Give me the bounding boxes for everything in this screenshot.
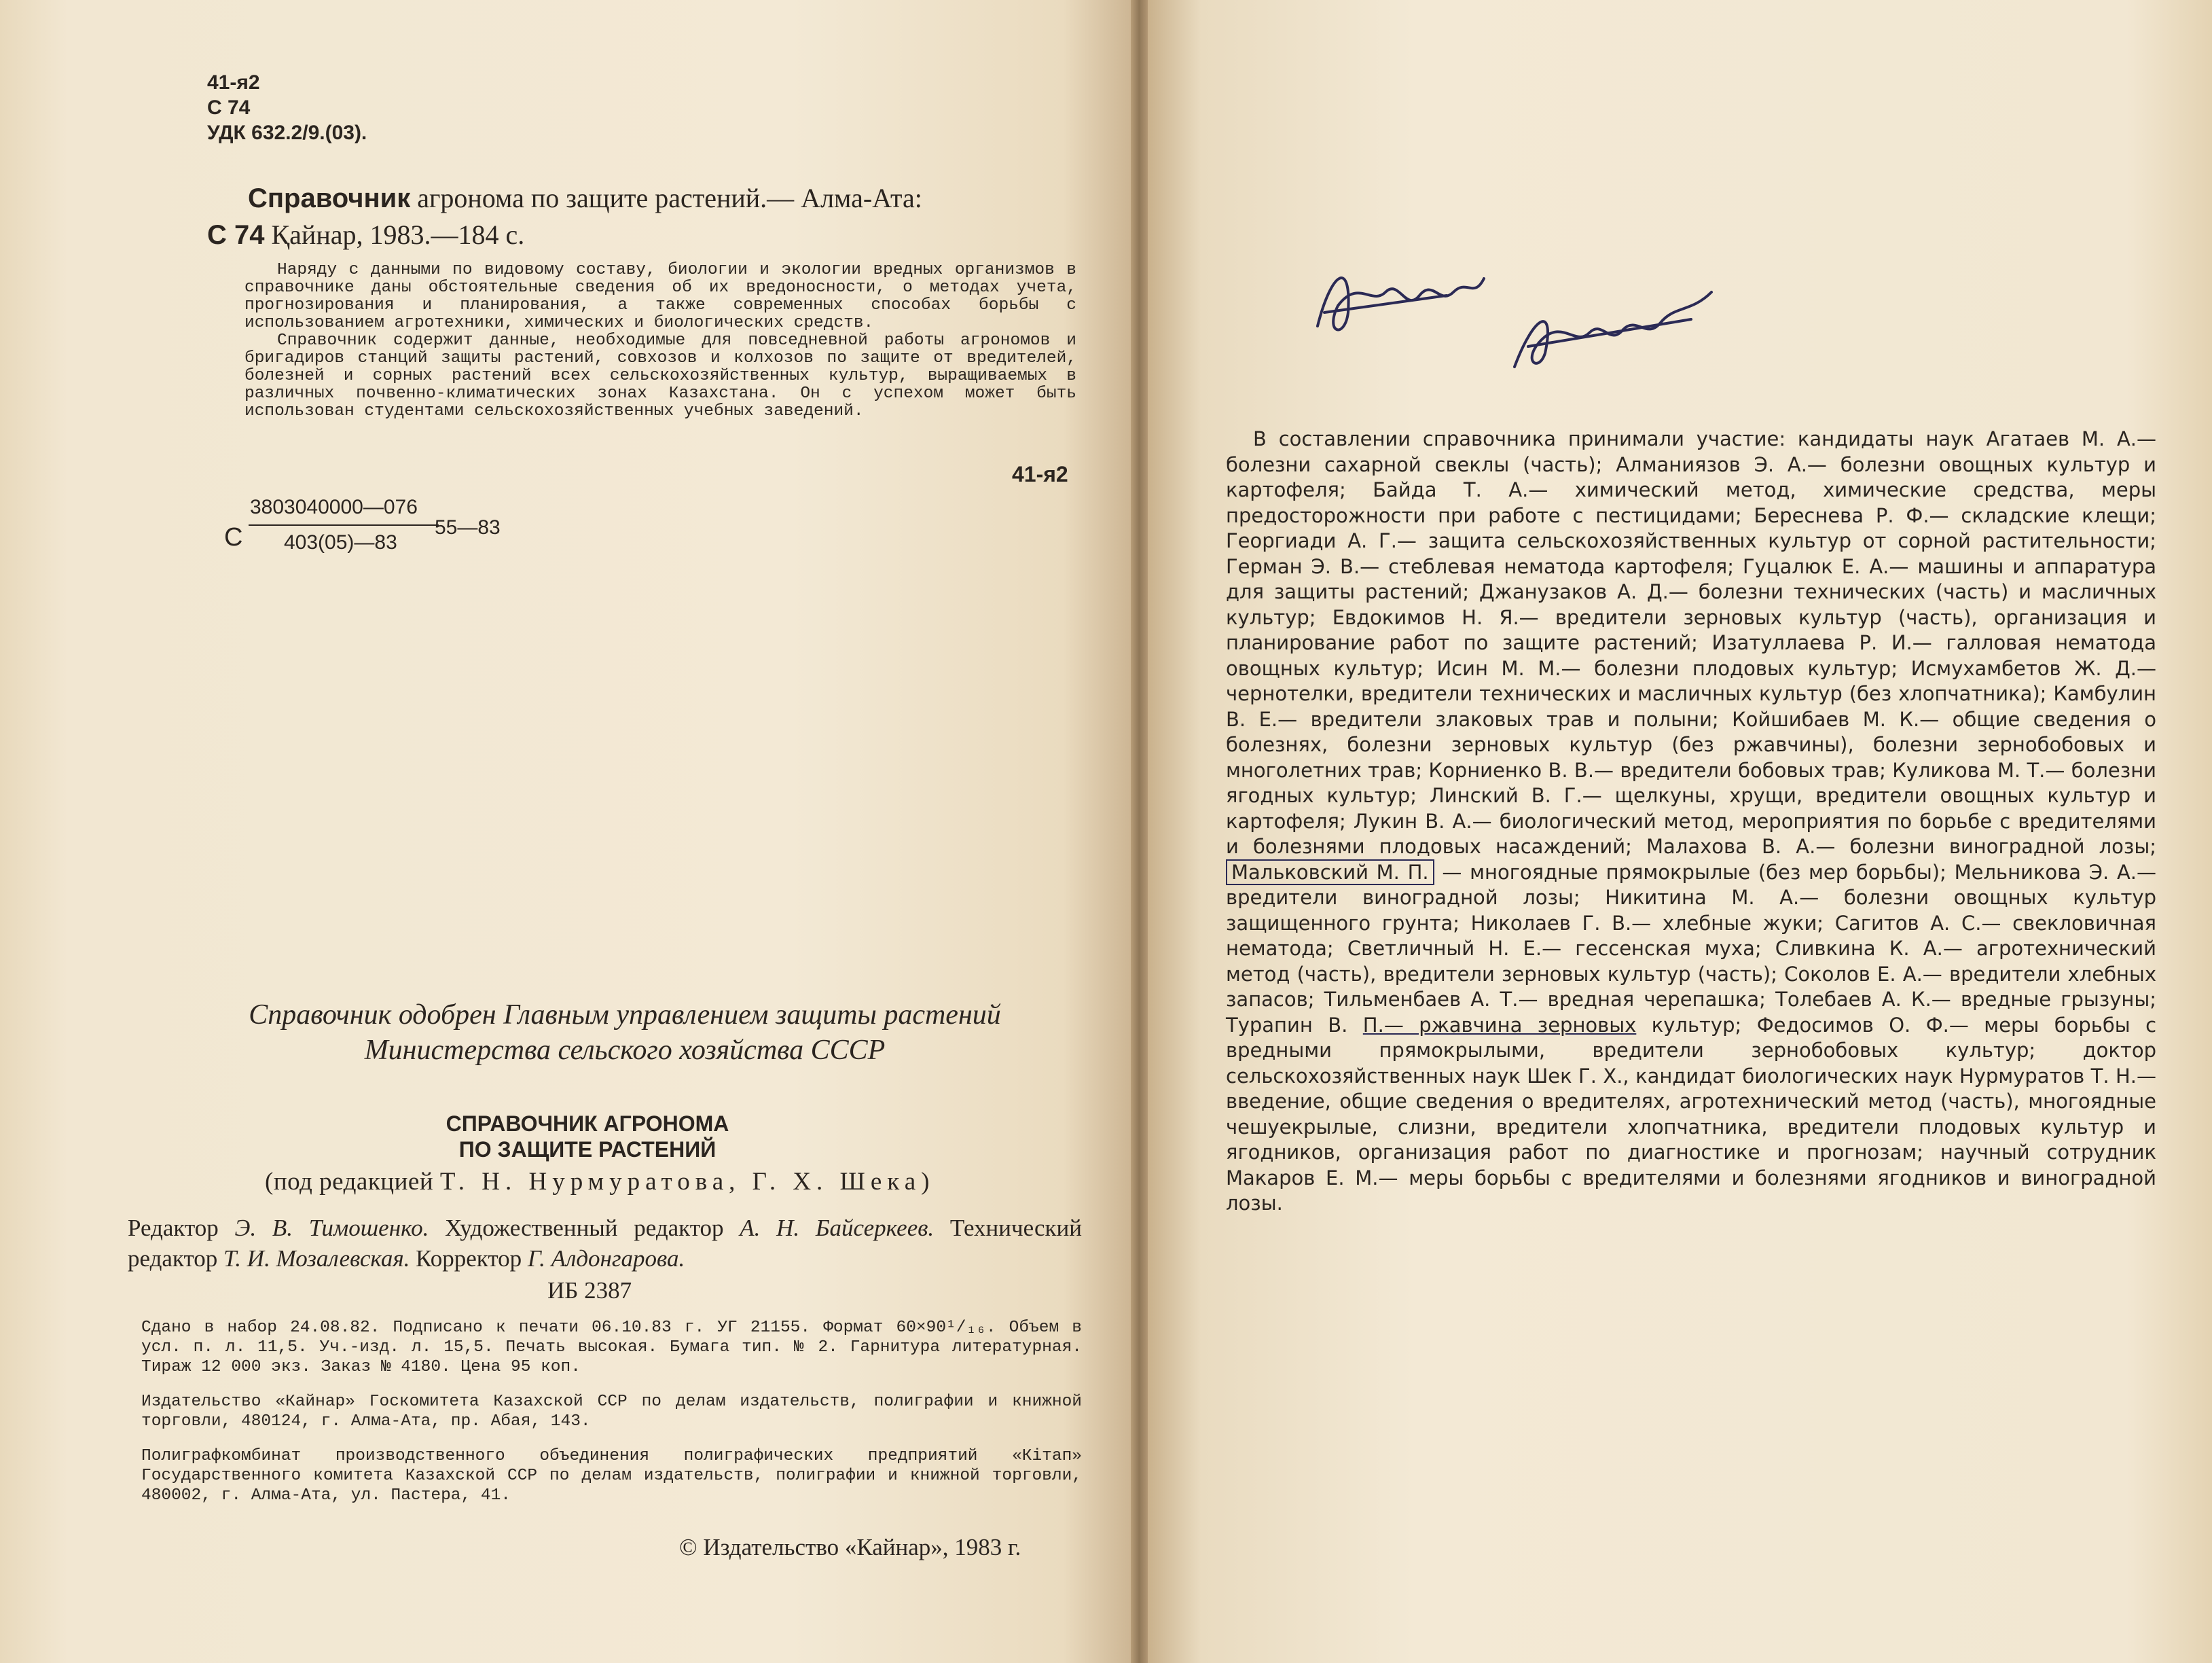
contributors-text: — многоядные прямокрылые (без мер борьбы); Мельникова Э. А.— вредители виноградной лозы; Никитина М. А.— болезни овощных культур защищенного грунта; Николаев Г. В.— хлебные жуки; Сагитов А. С.— свекловичная нематода; Светличный Н. Е.— гессенская муха; Сливкина К. А.— агротехнический метод (часть), вредители зерновых культур (часть); Соколов Е. А.— вредители хлебных запасов; Тильменбаев А. Т.— вредная черепашка; Толебаев А. К.— вредные грызуны; Турапин В. [1226, 860, 2157, 1037]
bib-line2: Қайнар, 1983.—184 с. [264, 219, 525, 250]
editors-names: Т. Н. Нурмуратова, Г. Х. Шека [439, 1168, 922, 1196]
boxed-contributor-name: Мальковский М. П. [1226, 859, 1434, 885]
credit-name: Э. В. Тимошенко. [234, 1215, 429, 1241]
index-numerator: 3803040000—076 [250, 496, 418, 518]
credit-role: Корректор [410, 1245, 528, 1272]
fraction-bar [249, 524, 439, 526]
signature-stroke [1515, 292, 1711, 367]
bibliographic-title [207, 180, 1076, 253]
book-gutter [1131, 0, 1148, 1663]
abstract [244, 262, 1076, 421]
editors-line [265, 1167, 930, 1196]
book-title-line: СПРАВОЧНИК АГРОНОМА [446, 1111, 729, 1136]
bib-code: С 74 [207, 220, 265, 250]
classification-code: 41-я2 [1012, 462, 1068, 486]
credit-role: Художественный редактор [429, 1215, 740, 1241]
signature-stroke [1318, 278, 1484, 329]
credit-role: Технический редактор [128, 1215, 1083, 1272]
credit-role: Редактор [128, 1215, 235, 1241]
copyright: © Издательство «Кайнар», 1983 г. [679, 1534, 1021, 1560]
contributors-text: культур; Федосимов О. Ф.— меры борьбы с вредными прямокрылыми, вредители зернобобовых культур; доктор сельскохозяйственных наук Шек Г. Х., кандидат биологических наук Нурмуратов Т. Н.—введение, общие сведения о вредителях, агротехнический метод (часть), многоядные чешуекрылые, слизни, вредители хлопчатника, вредители плодовых культур и ягодников, организация работ по диагностике и прогнозам; научный сотрудник Макаров Е. М.— меры борьбы с вредителями и болезнями ягодников и виноградной лозы. [1226, 1013, 2157, 1215]
handwritten-signatures [1311, 231, 1718, 380]
bib-title-rest: агронома по защите растений.— Алма-Ата: [410, 183, 922, 213]
editors-suffix: ) [921, 1168, 930, 1196]
contributors-list [1226, 427, 2156, 1217]
print-paragraph: Полиграфкомбинат производственного объединения полиграфических предприятий «Кітап» Государственного комитета Казахской ССР по делам издательств, полиграфии и книжной торговли, 480002, г. Алма-Ата, ул. Пастера, 41. [141, 1447, 1082, 1505]
credit-name: Т. И. Мозалевская. [223, 1245, 410, 1272]
book-title-line: ПО ЗАЩИТЕ РАСТЕНИЙ [458, 1137, 717, 1162]
bib-title-bold: Справочник [248, 183, 411, 213]
abstract-paragraph: Справочник содержит данные, необходимые для повседневной работы агрономов и бригадиров станций защиты растений, совхозов и колхозов по защите от вредителей, болезней и сорных растений всех сельскохозяйственных культур, выращиваемых в различных почвенно-климатических зонах Казахстана. Он с успехом может быть использован студентами сельскохозяйственных учебных заведений. [244, 332, 1076, 421]
contributors-text: В составлении справочника принимали участие: кандидаты наук Агатаев М. А.— болезни сахарной свеклы (часть); Алманиязов Э. А.— болезни овощных культур и картофеля; Байда Т. А.— химический метод, химические средства, меры предосторожности при работе с пестицидами; Береснева Р. Ф.— складские клещи; Георгиади А. Г.— защита сельскохозяйственных культур от сорной растительности; Герман Э. В.— стеблевая нематода картофеля; Гуцалюк Е. А.— машины и аппаратура для защиты растений; Джанузаков А. Д.— болезни технических (часть) и масличных культур; Евдокимов Н. Я.— вредители зерновых культур (часть), организация и планирование работ по защите растений; Изатуллаева Р. И.— галловая нематода овощных культур; Исин М. М.— болезни плодовых культур; Исмухамбетов Ж. Д.— чернотелки, вредители технических и масличных культур (без хлопчатника); Камбулин В. Е.— вредители злаковых трав и полыни; Койшибаев М. К.— общие сведения о болезнях, болезни зерновых культур (без ржавчины), болезни зернобобовых и многолетних трав; Корниенко В. В.— вредители бобовых трав; Куликова М. Т.— болезни ягодных культур; Линский В. Г.— щелкуны, хрущи, вредители овощных культур и картофеля; Лукин В. А.— биологический метод, мероприятия по борьбе с вредителями и болезнями плодовых насаждений; Малахова В. А.— болезни виноградной лозы; [1226, 427, 2156, 858]
library-codes [207, 70, 367, 145]
credit-name: А. Н. Байсеркеев. [740, 1215, 935, 1241]
index-letter: С [224, 523, 243, 552]
print-paragraph: Издательство «Кайнар» Госкомитета Казахской ССР по делам издательств, полиграфии и книжной торговли, 480124, г. Алма-Ата, пр. Абая, 143. [141, 1393, 1082, 1431]
index-tail: 55—83 [435, 516, 501, 539]
credits [128, 1213, 1082, 1274]
editors-prefix: (под редакцией [265, 1168, 440, 1196]
approval-line: Справочник одобрен Главным управлением защиты растений [249, 999, 1001, 1031]
index-denominator: 403(05)—83 [284, 531, 397, 554]
print-info [141, 1318, 1082, 1520]
abstract-paragraph: Наряду с данными по видовому составу, биологии и экологии вредных организмов в справочнике даны обстоятельные сведения об их вредоносности, о методах учета, прогнозирования и планирования, а также современных способах борьбы с использованием агротехники, химических и биологических средств. [244, 261, 1076, 332]
code-line: УДК 632.2/9.(03). [207, 122, 367, 144]
approval-line: Министерства сельского хозяйства СССР [364, 1035, 886, 1066]
approval-note [177, 997, 1073, 1068]
underlined-contributor-text: П.— ржавчина зерновых [1362, 1013, 1637, 1037]
print-paragraph: Сдано в набор 24.08.82. Подписано к печати 06.10.83 г. УГ 21155. Формат 60×90¹/₁₆. Объем в усл. п. л. 11,5. Уч.-изд. л. 15,5. Печать высокая. Бумага тип. № 2. Гарнитура литературная. Тираж 12 000 экз. Заказ № 4180. Цена 95 коп. [141, 1319, 1082, 1376]
code-line: С 74 [207, 96, 251, 119]
credit-name: Г. Алдонгарова. [527, 1245, 685, 1272]
book-title [326, 1111, 849, 1162]
ib-number: ИБ 2387 [547, 1277, 632, 1304]
code-line: 41-я2 [207, 71, 260, 94]
